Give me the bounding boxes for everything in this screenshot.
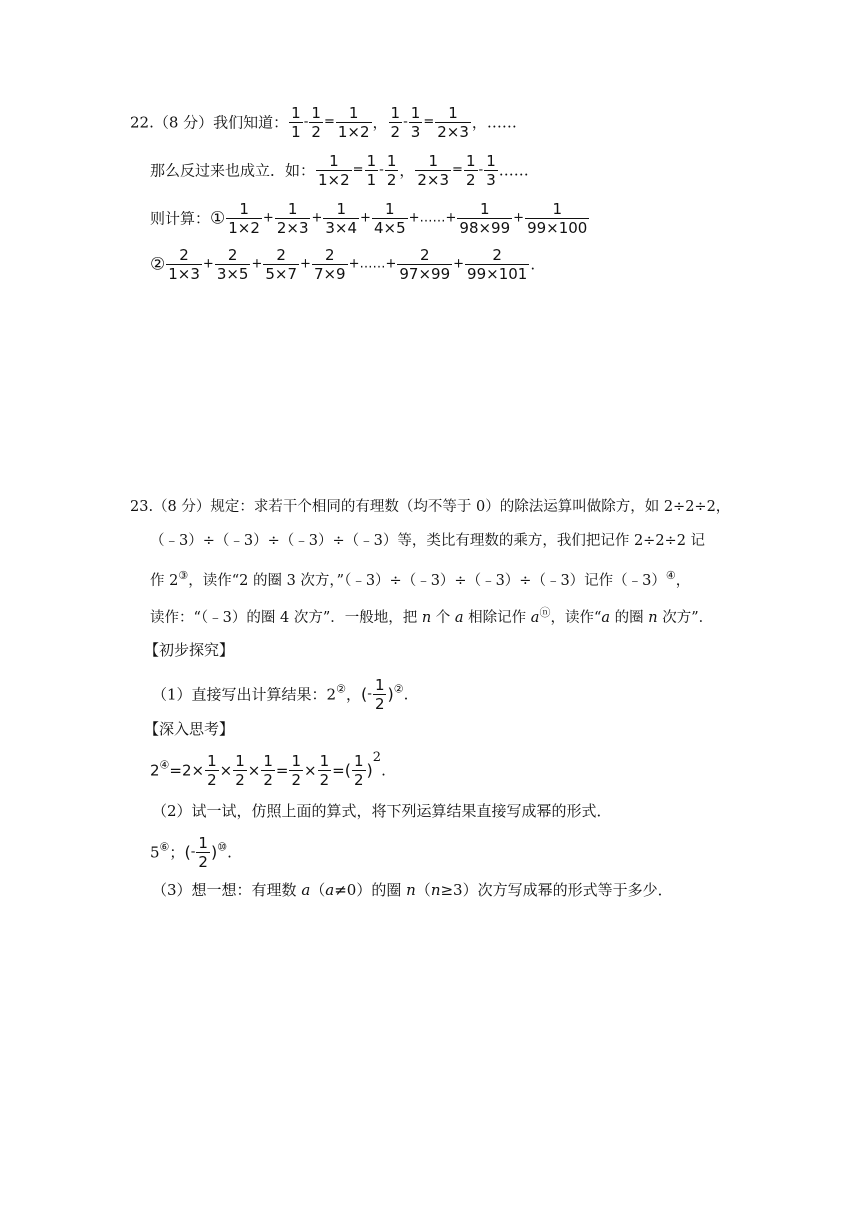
fraction: $\frac{1}{3}$ <box>486 152 496 189</box>
q23-line2: （﹣3）÷（﹣3）÷（﹣3）÷（﹣3）等，类比有理数的乘方，我们把记作 2÷2÷2 记 <box>150 533 706 549</box>
fraction: $\frac{1}{2}$ <box>311 104 321 141</box>
fraction: $\frac{1}{2}$ <box>319 752 330 789</box>
fraction: $\frac{2}{1\times 3}$ <box>168 246 200 283</box>
q23-example-equation: 2④=2× $\frac{1}{2}$ × $\frac{1}{2}$ × $\frac{1}{2}$ = $\frac{1}{2}$ × $\frac{1}{2}$ =( $\frac{1}{2}$ )$^2$. <box>150 749 386 789</box>
fraction: $\frac{1}{2\times 3}$ <box>276 200 309 237</box>
fraction: $\frac{1}{3}$ <box>410 104 421 141</box>
fraction: $\frac{2}{99\times 101}$ <box>467 246 528 283</box>
fraction: $\frac{2}{3\times 5}$ <box>216 246 249 283</box>
circled-two: ② <box>150 254 166 275</box>
fraction: $\frac{1}{2}$ <box>198 834 208 871</box>
fraction: $\frac{2}{5\times 7}$ <box>265 246 298 283</box>
fraction: $\frac{1}{1\times 2}$ <box>337 104 370 141</box>
fraction: $\frac{1}{2}$ <box>465 152 476 189</box>
fraction: $\frac{1}{4\times 5}$ <box>373 200 406 237</box>
q23-line1: 23.（8 分）规定：求若干个相同的有理数（均不等于 0）的除法运算叫做除方，如 2÷2÷2， <box>130 499 731 515</box>
q23-line3: 作 2③，读作“2 的圈 3 次方，”（﹣3）÷（﹣3）÷（﹣3）÷（﹣3）记作（﹣3）④， <box>150 569 691 589</box>
fraction: $\frac{1}{2}$ <box>207 752 217 789</box>
fraction: $\frac{1}{1\times 2}$ <box>228 200 260 237</box>
q22-line4: ② $\frac{2}{1\times 3}$ + $\frac{2}{3\times 5}$ + $\frac{2}{5\times 7}$ + $\frac{2}{7\times 9}$ +……+ $\frac{2}{97\times 99}$ + $\frac{2}{99\times 101}$ . <box>150 246 536 283</box>
fraction: $\frac{1}{2}$ <box>291 752 302 789</box>
fraction: $\frac{1}{1\times 2}$ <box>318 152 350 189</box>
section-heading-think: 【深入思考】 <box>144 720 235 738</box>
fraction: $\frac{2}{7\times 9}$ <box>313 246 346 283</box>
q23-part2: （2）试一试，仿照上面的算式，将下列运算结果直接写成幂的形式． <box>152 802 612 820</box>
circled-one: ① <box>210 208 226 229</box>
section-heading-explore: 【初步探究】 <box>144 641 235 659</box>
fraction: $\frac{1}{1}$ <box>366 152 377 189</box>
q23-part1: （1）直接写出计算结果：2②，(- $\frac{1}{2}$ )②. <box>152 676 409 713</box>
fraction: $\frac{1}{2}$ <box>263 752 273 789</box>
q23-part3: （3）想一想：有理数 a（a≠0）的圈 n（n≥3）次方写成幂的形式等于多少． <box>152 881 673 899</box>
fraction: $\frac{2}{97\times 99}$ <box>399 246 451 283</box>
q22-line2: 那么反过来也成立．如： $\frac{1}{1\times 2}$ = $\frac{1}{1}$ - $\frac{1}{2}$ ， $\frac{1}{2\times 3}$ = $\frac{1}{2}$ - $\frac{1}{3}$ …… <box>150 152 529 189</box>
fraction: $\frac{1}{99\times 100}$ <box>527 200 588 237</box>
fraction: $\frac{1}{2}$ <box>235 752 245 789</box>
fraction: $\frac{1}{2\times 3}$ <box>417 152 450 189</box>
q22-title: 22.（8 分）我们知道： <box>130 113 289 132</box>
fraction: $\frac{1}{98\times 99}$ <box>459 200 511 237</box>
fraction: $\frac{1}{2}$ <box>386 152 397 189</box>
fraction: $\frac{1}{2}$ <box>353 752 364 789</box>
q22-line3: 则计算：① $\frac{1}{1\times 2}$ + $\frac{1}{2\times 3}$ + $\frac{1}{3\times 4}$ + $\frac{1}{4\times 5}$ +……+ $\frac{1}{98\times 99}$ + $\frac{1}{99\times 100}$ <box>150 200 588 237</box>
fraction: $\frac{1}{3\times 4}$ <box>325 200 358 237</box>
q23-part2-exercises: 5⑥；(- $\frac{1}{2}$ )⑩. <box>150 834 232 871</box>
fraction: $\frac{1}{2}$ <box>390 104 401 141</box>
fraction: $\frac{1}{1}$ <box>291 104 301 141</box>
fraction: $\frac{1}{2\times 3}$ <box>437 104 469 141</box>
fraction: $\frac{1}{2}$ <box>374 676 385 713</box>
q23-line4: 读作：“（﹣3）的圈 4 次方”．一般地，把 n 个 a 相除记作 aⓝ，读作“a 的圈 n 次方”． <box>150 606 714 626</box>
q22-line1: 22.（8 分）我们知道： $\frac{1}{1}$ - $\frac{1}{2}$ = $\frac{1}{1\times 2}$ ， $\frac{1}{2}$ - $\frac{1}{3}$ = $\frac{1}{2\times 3}$ ，…… <box>130 104 517 141</box>
